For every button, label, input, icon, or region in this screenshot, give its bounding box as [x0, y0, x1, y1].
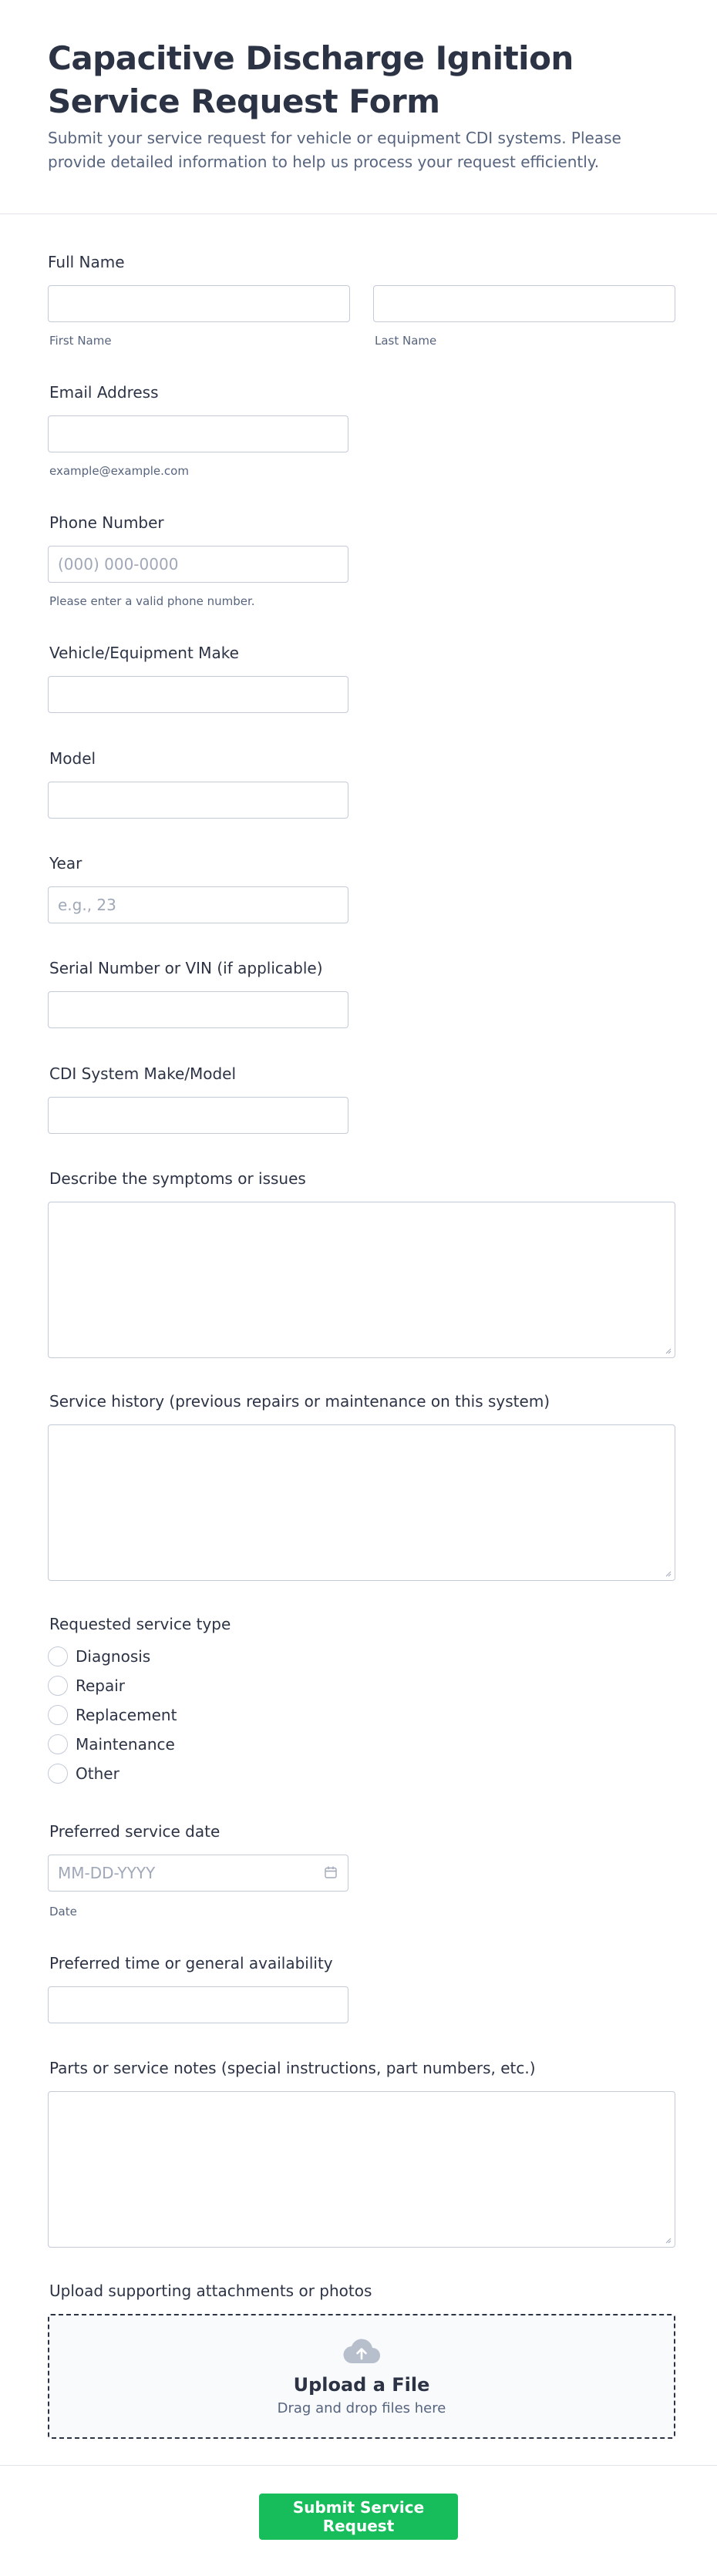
email-input[interactable] — [48, 415, 348, 452]
radio-button[interactable] — [48, 1734, 68, 1754]
email-sublabel: example@example.com — [49, 464, 189, 478]
date-input[interactable] — [48, 1855, 348, 1892]
availability-input[interactable] — [48, 1986, 348, 2023]
date-wrapper — [48, 1855, 348, 1892]
form-footer — [0, 2465, 717, 2576]
radio-button[interactable] — [48, 1676, 68, 1696]
phone-label: Phone Number — [49, 513, 164, 532]
date-sublabel: Date — [49, 1905, 77, 1919]
make-input[interactable] — [48, 676, 348, 713]
radio-button[interactable] — [48, 1764, 68, 1784]
radio-option-replacement[interactable] — [48, 1700, 177, 1730]
phone-sublabel: Please enter a valid phone number. — [49, 594, 255, 608]
radio-label: Diagnosis — [76, 1647, 151, 1666]
history-textarea[interactable] — [48, 1424, 675, 1581]
symptoms-label: Describe the symptoms or issues — [49, 1169, 306, 1188]
form-description: Submit your service request for vehicle or equipment CDI systems. Please provide detailed information to help us process your request efficiently. — [48, 129, 621, 171]
radio-button[interactable] — [48, 1646, 68, 1666]
resize-grip-icon[interactable] — [664, 1569, 672, 1577]
radio-option-repair[interactable] — [48, 1671, 177, 1700]
first-name-input[interactable] — [48, 285, 350, 322]
submit-button[interactable]: Submit Service Request — [259, 2494, 458, 2540]
service-type-label: Requested service type — [49, 1615, 231, 1633]
availability-label: Preferred time or general availability — [49, 1954, 333, 1972]
full-name-field — [48, 251, 125, 273]
cdi-input[interactable] — [48, 1097, 348, 1134]
radio-label: Replacement — [76, 1706, 177, 1724]
radio-option-maintenance[interactable] — [48, 1730, 177, 1759]
year-input[interactable] — [48, 886, 348, 923]
upload-title: Upload a File — [293, 2373, 430, 2396]
upload-label: Upload supporting attachments or photos — [49, 2282, 372, 2300]
email-label: Email Address — [49, 383, 159, 402]
notes-textarea[interactable] — [48, 2091, 675, 2248]
resize-grip-icon[interactable] — [664, 1347, 672, 1354]
make-label: Vehicle/Equipment Make — [49, 644, 239, 662]
last-name-input[interactable] — [373, 285, 675, 322]
radio-button[interactable] — [48, 1705, 68, 1725]
model-input[interactable] — [48, 782, 348, 819]
upload-subtitle: Drag and drop files here — [277, 2399, 446, 2416]
full-name-label: Full Name — [48, 253, 125, 271]
first-name-sublabel: First Name — [49, 334, 112, 348]
cdi-label: CDI System Make/Model — [49, 1064, 237, 1083]
resize-grip-icon[interactable] — [664, 2236, 672, 2244]
cloud-upload-icon — [342, 2337, 382, 2366]
radio-label: Repair — [76, 1676, 126, 1695]
notes-label: Parts or service notes (special instructions, part numbers, etc.) — [49, 2059, 536, 2077]
form-title: Capacitive Discharge Ignition Service Request Form — [48, 39, 574, 120]
radio-option-other[interactable] — [48, 1759, 177, 1788]
serial-label: Serial Number or VIN (if applicable) — [49, 959, 323, 977]
form-header — [0, 0, 717, 214]
year-label: Year — [49, 854, 82, 873]
last-name-sublabel: Last Name — [375, 334, 437, 348]
service-type-options — [48, 1642, 177, 1788]
phone-input[interactable] — [48, 546, 348, 583]
history-label: Service history (previous repairs or maintenance on this system) — [49, 1392, 550, 1411]
serial-input[interactable] — [48, 991, 348, 1028]
model-label: Model — [49, 749, 96, 768]
radio-label: Maintenance — [76, 1735, 175, 1754]
calendar-icon[interactable] — [324, 1865, 338, 1879]
file-upload-dropzone[interactable] — [48, 2314, 675, 2439]
radio-option-diagnosis[interactable] — [48, 1642, 177, 1671]
symptoms-textarea[interactable] — [48, 1202, 675, 1358]
date-label: Preferred service date — [49, 1822, 220, 1841]
radio-label: Other — [76, 1764, 120, 1783]
